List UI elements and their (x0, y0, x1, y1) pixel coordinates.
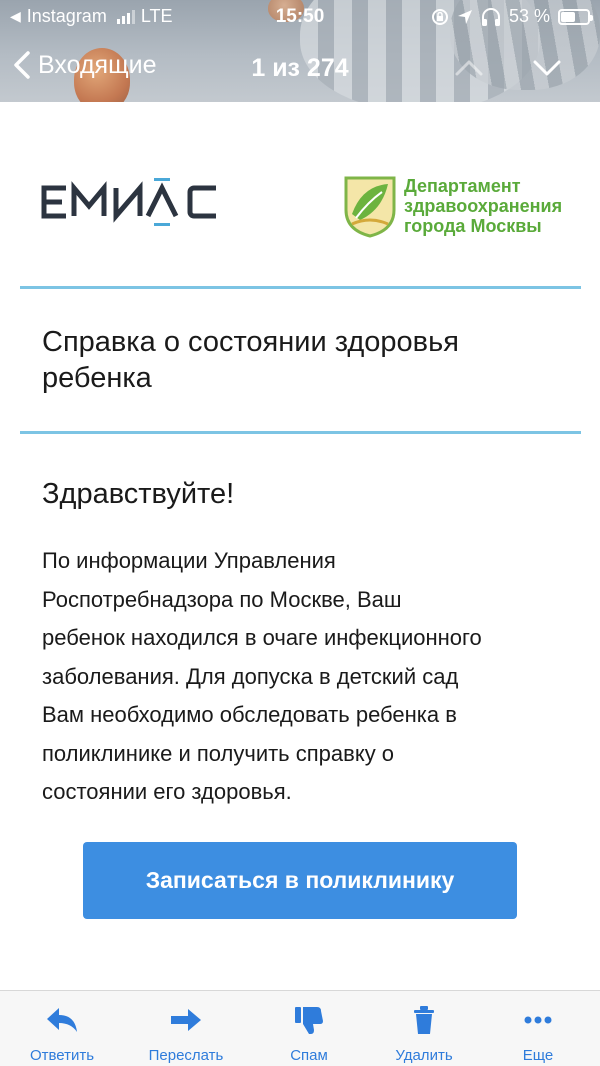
email-body (42, 542, 572, 812)
nav-bar (0, 44, 600, 92)
email-body-line: По информации Управления (42, 548, 336, 573)
forward-button[interactable] (126, 991, 246, 1066)
back-to-app-icon[interactable]: ◀ (10, 8, 21, 24)
email-body-line: ребенок находился в очаге инфекционного (42, 625, 482, 650)
email-body-line: заболевания. Для допуска в детский сад (42, 663, 459, 689)
reply-label: Ответить (29, 1047, 95, 1064)
dept-logo-line: города Москвы (404, 216, 542, 236)
more-label: Еще (522, 1047, 554, 1064)
moscow-health-dept-logo (342, 174, 562, 238)
location-icon (457, 9, 473, 25)
status-bar (0, 0, 600, 34)
spam-button[interactable] (249, 991, 369, 1066)
spam-label: Спам (290, 1047, 328, 1064)
emias-logo (40, 174, 220, 230)
divider (20, 431, 581, 434)
back-button-label: Входящие (38, 50, 157, 79)
email-body-line: Вам необходимо обследовать ребенка в (42, 702, 457, 727)
orientation-lock-icon (431, 8, 449, 26)
forward-label: Переслать (148, 1047, 224, 1064)
message-counter (0, 54, 600, 83)
email-subject: Справка о состоянии здоровья ребенка (42, 326, 459, 394)
next-message-icon[interactable] (532, 58, 562, 78)
divider (20, 286, 581, 289)
back-to-app-label[interactable]: Instagram (26, 6, 107, 26)
bottom-toolbar (0, 990, 600, 1066)
reply-button[interactable] (2, 991, 122, 1066)
dept-logo-text (404, 176, 562, 236)
status-right (431, 6, 590, 27)
book-clinic-button[interactable]: Записаться в поликлинику (83, 842, 517, 919)
forward-arrow-icon (168, 1005, 204, 1035)
reply-icon (44, 1005, 80, 1035)
battery-icon (558, 9, 590, 25)
battery-level (561, 12, 575, 22)
network-label: LTE (140, 6, 173, 26)
email-greeting: Здравствуйте! (42, 478, 235, 510)
delete-button[interactable] (364, 991, 484, 1066)
more-dots-icon (520, 1005, 556, 1035)
dept-logo-line: Департамент (404, 176, 521, 196)
message-counter-text: 1 из 274 (251, 54, 349, 82)
more-button[interactable] (478, 991, 598, 1066)
dept-logo-line: здравоохранения (404, 196, 563, 216)
trash-icon (406, 1005, 442, 1035)
email-header-logos (0, 102, 600, 288)
delete-label: Удалить (395, 1047, 453, 1064)
top-bar (0, 0, 600, 102)
email-body-line: Роспотребнадзора по Москве, Ваш (42, 586, 402, 612)
thumbs-down-icon (291, 1005, 327, 1035)
headphones-icon (481, 8, 501, 26)
battery-percent: 53 % (508, 6, 550, 26)
dept-emblem-icon (342, 174, 398, 238)
email-body-line: состоянии его здоровья. (42, 779, 292, 804)
previous-message-icon[interactable] (454, 58, 484, 78)
status-time: 15:50 (275, 6, 325, 27)
email-body-line: поликлинике и получить справку о (42, 740, 395, 766)
